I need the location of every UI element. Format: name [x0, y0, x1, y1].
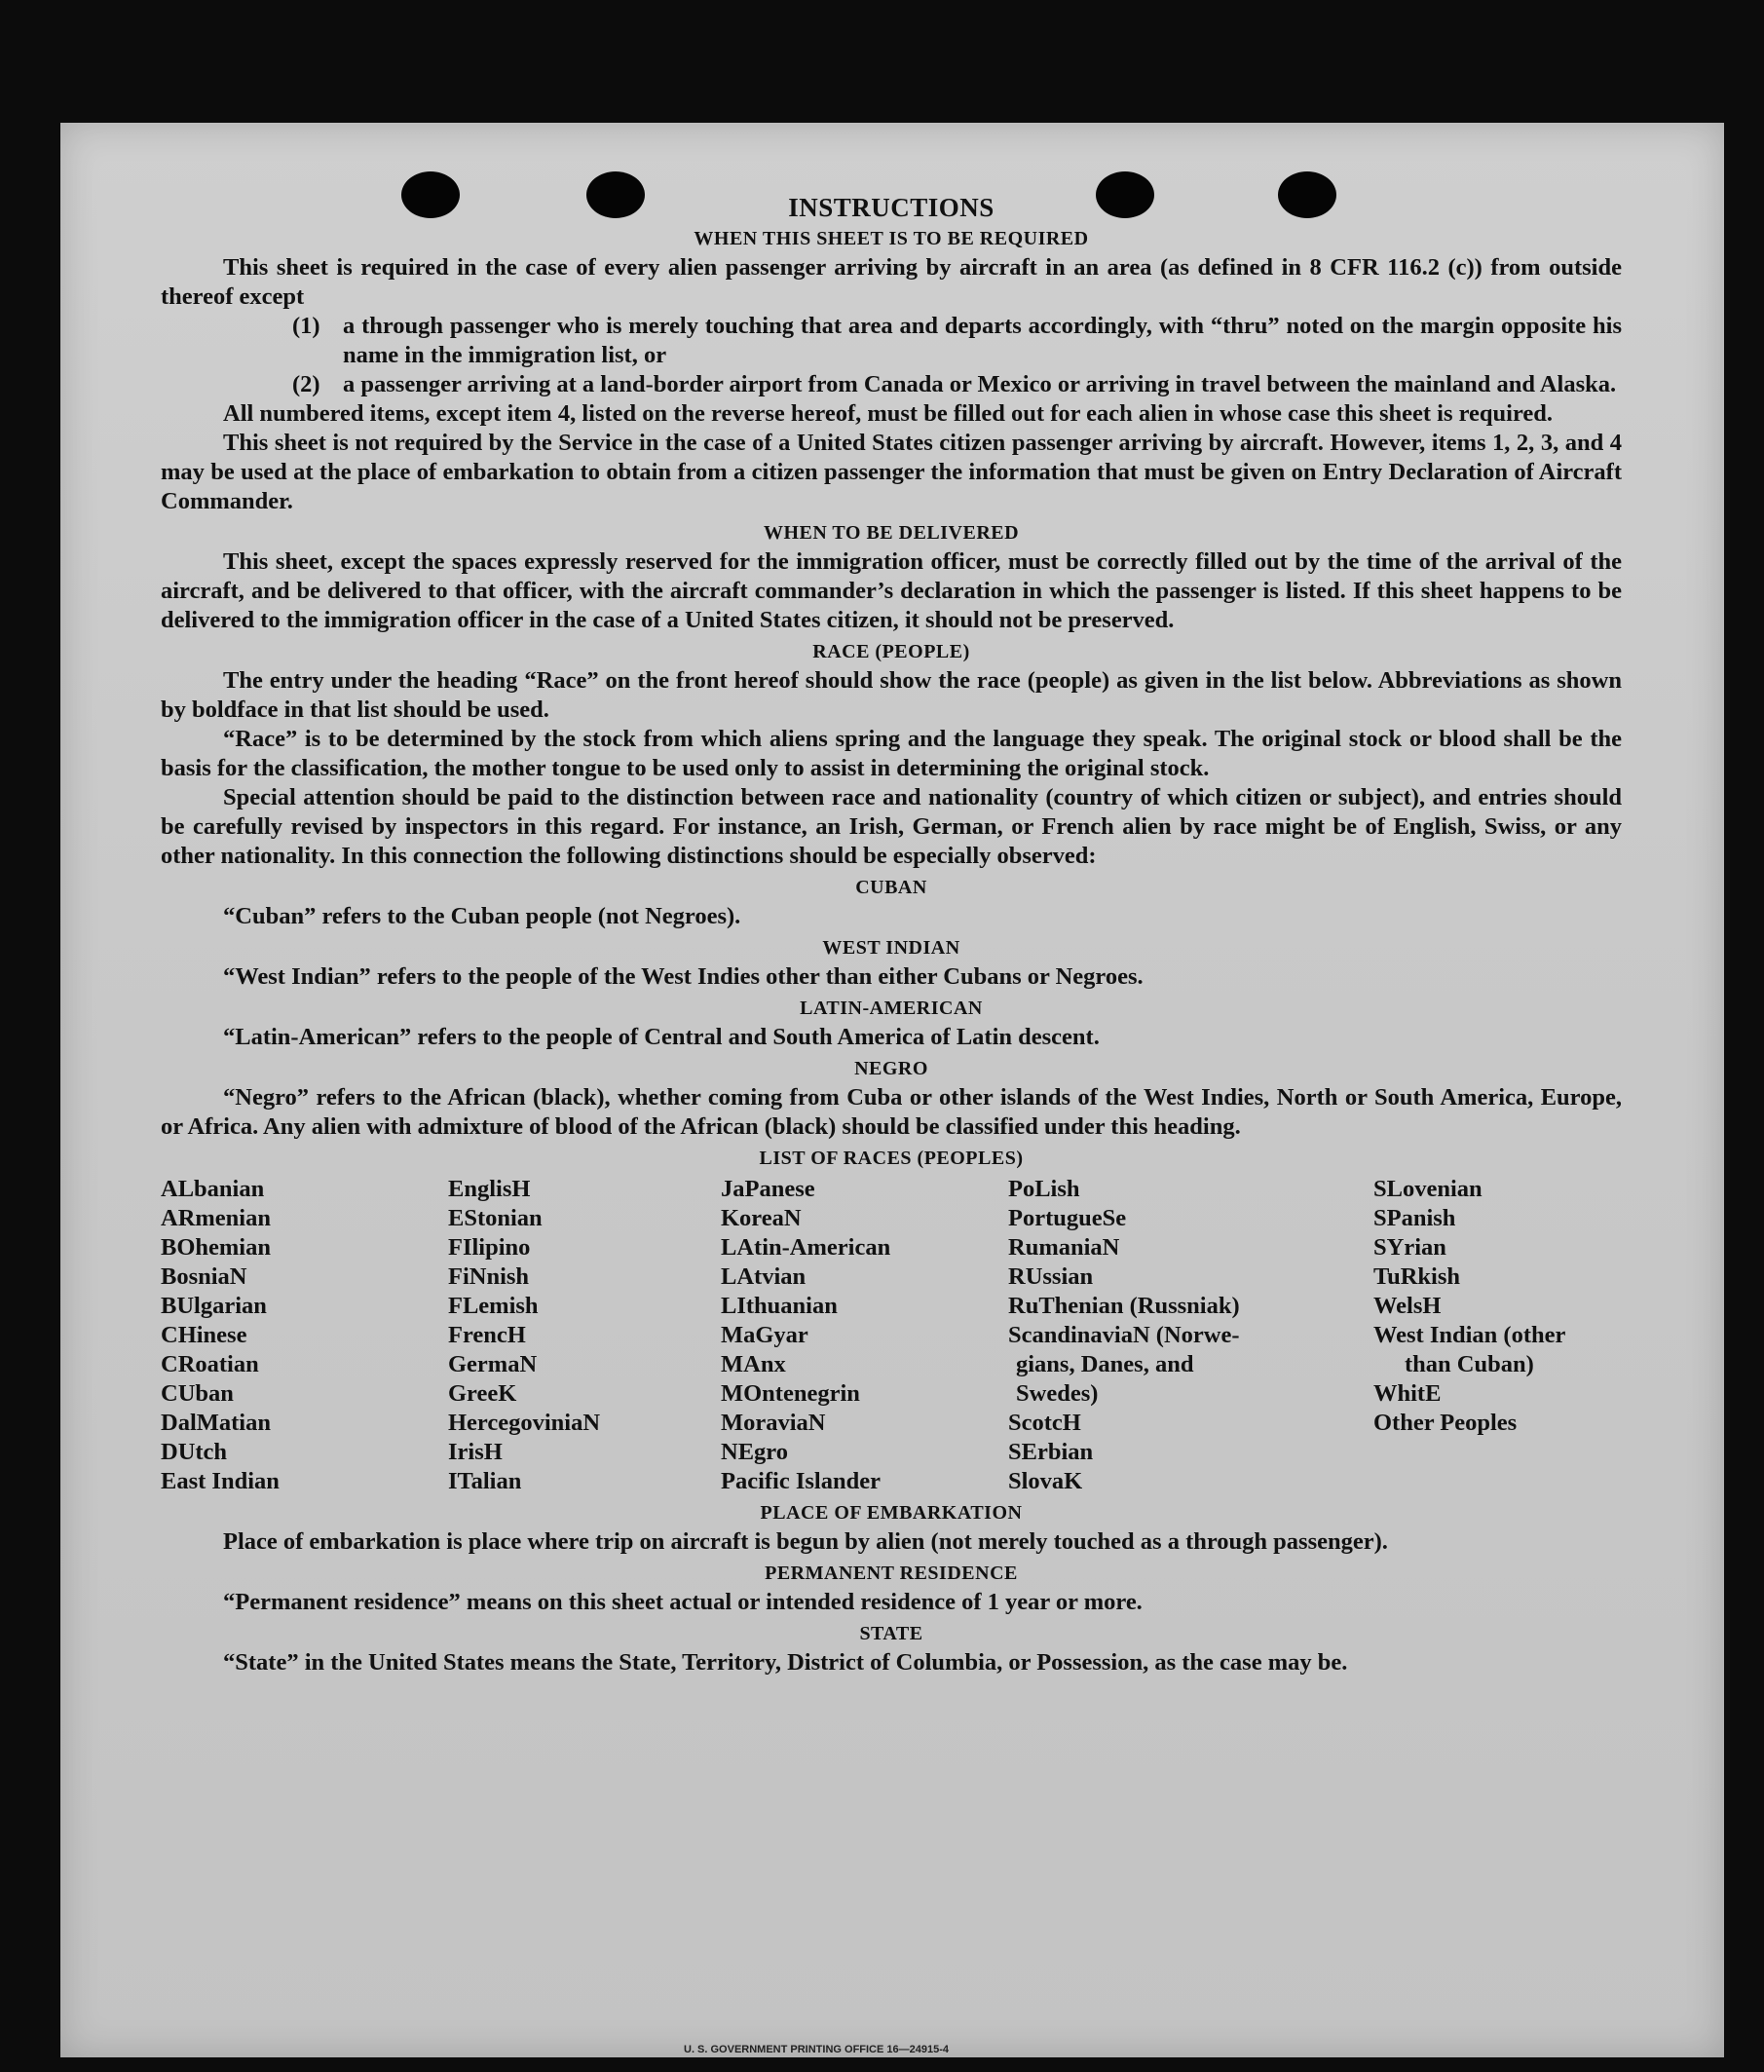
paragraph: Special attention should be paid to the distinction between race and nationality (country of which citizen or subject), and entries should be carefully revised by inspectors in this regard. For instance, an Irish, German, or French alien by race might be of English, Swiss, or any other nationality. In this connection the following distinctions should be especially observed: — [161, 784, 1622, 869]
race-item: West Indian (other — [1373, 1322, 1566, 1348]
list-item — [292, 370, 1622, 399]
race-item: MOntenegrin — [721, 1380, 860, 1407]
race-item: FrencH — [448, 1322, 526, 1348]
section-heading: STATE — [859, 1623, 923, 1644]
race-item: KoreaN — [721, 1205, 802, 1231]
race-item: CUban — [161, 1380, 234, 1407]
race-item: ScandinaviaN (Norwe- — [1008, 1322, 1240, 1348]
page-title: INSTRUCTIONS — [788, 193, 995, 222]
race-item: SErbian — [1008, 1439, 1094, 1465]
race-item: SLovenian — [1373, 1176, 1483, 1202]
list-item — [292, 312, 1622, 370]
paragraph: The entry under the heading “Race” on the front hereof should show the race (people) as given in the list below. Abbreviations as shown by boldface in that list should be used. — [161, 667, 1622, 723]
race-item: LAtin-American — [721, 1234, 891, 1261]
race-item: LIthuanian — [721, 1293, 838, 1319]
paragraph: “West Indian” refers to the people of the West Indies other than either Cubans or Negroes. — [223, 963, 1144, 990]
race-item: than Cuban) — [1405, 1351, 1534, 1377]
race-item: FLemish — [448, 1293, 539, 1319]
race-item: FiNnish — [448, 1263, 530, 1290]
race-item: GreeK — [448, 1380, 517, 1407]
section-heading: RACE (PEOPLE) — [812, 641, 970, 662]
item-text: a through passenger who is merely touching that area and departs accordingly, with “thru” noted on the margin opposite his name in the immigration list, or — [343, 313, 1622, 368]
race-item: Swedes) — [1016, 1380, 1099, 1407]
race-item: CRoatian — [161, 1351, 259, 1377]
paragraph: This sheet, except the spaces expressly reserved for the immigration officer, must be correctly filled out by the time of the arrival of the aircraft, and be delivered to that officer, with the aircraft commander’s declaration in which the passenger is listed. If this sheet happens to be delivered to the immigration officer in the case of a United States citizen, it should not be preserved. — [161, 548, 1622, 633]
race-item: Pacific Islander — [721, 1468, 881, 1494]
paragraph: “Negro” refers to the African (black), whether coming from Cuba or other islands of the West Indies, North or South America, Europe, or Africa. Any alien with admixture of blood of the African (black) should be classified under this heading. — [161, 1084, 1622, 1140]
race-item: RumaniaN — [1008, 1234, 1120, 1261]
race-item: HercegoviniaN — [448, 1410, 601, 1436]
document-sheet — [60, 123, 1724, 2057]
race-column — [721, 1175, 1008, 1496]
race-column — [448, 1175, 721, 1496]
race-item: Other Peoples — [1373, 1410, 1518, 1436]
race-item: MAnx — [721, 1351, 786, 1377]
section-heading: WEST INDIAN — [822, 937, 960, 959]
race-item: MaGyar — [721, 1322, 808, 1348]
section-heading: LIST OF RACES (PEOPLES) — [759, 1148, 1024, 1169]
section-heading: NEGRO — [854, 1058, 928, 1079]
race-item: PoLish — [1008, 1176, 1080, 1202]
race-item: GermaN — [448, 1351, 538, 1377]
race-item: WhitE — [1373, 1380, 1442, 1407]
item-number: (1) — [292, 313, 320, 339]
paragraph: This sheet is required in the case of every alien passenger arriving by aircraft in an area (as defined in 8 CFR 116.2 (c)) from outside thereof except — [161, 254, 1622, 310]
race-item: FIlipino — [448, 1234, 531, 1261]
section-heading: CUBAN — [855, 877, 927, 898]
paragraph: All numbered items, except item 4, listed on the reverse hereof, must be filled out for each alien in whose case this sheet is required. — [223, 400, 1554, 427]
race-item: IrisH — [448, 1439, 503, 1465]
race-item: PortugueSe — [1008, 1205, 1127, 1231]
section-heading: PERMANENT RESIDENCE — [765, 1563, 1018, 1584]
paragraph: “Race” is to be determined by the stock from which aliens spring and the language they speak. The original stock or blood shall be the basis for the classification, the mother tongue to be used only to assist in determining the original stock. — [161, 726, 1622, 781]
race-item: TuRkish — [1373, 1263, 1461, 1290]
race-item: East Indian — [161, 1468, 280, 1494]
race-item: ITalian — [448, 1468, 522, 1494]
race-column — [161, 1175, 448, 1496]
race-item: SPanish — [1373, 1205, 1456, 1231]
race-item: EStonian — [448, 1205, 543, 1231]
race-item: MoraviaN — [721, 1410, 826, 1436]
race-item: NEgro — [721, 1439, 788, 1465]
race-item: BosniaN — [161, 1263, 247, 1290]
race-column — [1008, 1175, 1373, 1496]
paragraph: “State” in the United States means the State, Territory, District of Columbia, or Possession, as the case may be. — [223, 1649, 1348, 1676]
item-text: a passenger arriving at a land-border airport from Canada or Mexico or arriving in travel between the mainland and Alaska. — [343, 371, 1617, 397]
race-item: DUtch — [161, 1439, 228, 1465]
race-item: gians, Danes, and — [1016, 1351, 1194, 1377]
race-item: EnglisH — [448, 1176, 531, 1202]
paragraph: This sheet is not required by the Service in the case of a United States citizen passenger arriving by aircraft. However, items 1, 2, 3, and 4 may be used at the place of embarkation to obtain from a citizen passenger the information that must be given on Entry Declaration of Aircraft Commander. — [161, 430, 1622, 514]
section-heading: WHEN TO BE DELIVERED — [763, 522, 1020, 544]
section-heading: LATIN-AMERICAN — [800, 998, 983, 1019]
race-item: RUssian — [1008, 1263, 1094, 1290]
race-item: ALbanian — [161, 1176, 265, 1202]
race-item: DalMatian — [161, 1410, 271, 1436]
item-number: (2) — [292, 371, 320, 397]
race-item: JaPanese — [721, 1176, 815, 1202]
paragraph: “Latin-American” refers to the people of Central and South America of Latin descent. — [223, 1024, 1100, 1050]
instructions-body — [161, 193, 1622, 1677]
race-item: LAtvian — [721, 1263, 807, 1290]
race-item: SlovaK — [1008, 1468, 1083, 1494]
race-item: ARmenian — [161, 1205, 271, 1231]
race-item: ScotcH — [1008, 1410, 1081, 1436]
race-item: RuThenian (Russniak) — [1008, 1293, 1240, 1319]
race-item: WelsH — [1373, 1293, 1442, 1319]
section-heading: WHEN THIS SHEET IS TO BE REQUIRED — [694, 228, 1089, 249]
race-column — [1373, 1175, 1622, 1496]
paragraph: “Cuban” refers to the Cuban people (not Negroes). — [223, 903, 741, 929]
race-item: BUlgarian — [161, 1293, 267, 1319]
section-heading: PLACE OF EMBARKATION — [760, 1502, 1023, 1524]
race-list — [161, 1175, 1622, 1496]
paragraph: Place of embarkation is place where trip on aircraft is begun by alien (not merely touched as a through passenger). — [223, 1528, 1388, 1555]
printer-imprint: U. S. GOVERNMENT PRINTING OFFICE 16—24915-4 — [684, 2044, 950, 2055]
paragraph: “Permanent residence” means on this sheet actual or intended residence of 1 year or more. — [223, 1589, 1143, 1615]
race-item: SYrian — [1373, 1234, 1446, 1261]
race-item: CHinese — [161, 1322, 247, 1348]
race-item: BOhemian — [161, 1234, 271, 1261]
